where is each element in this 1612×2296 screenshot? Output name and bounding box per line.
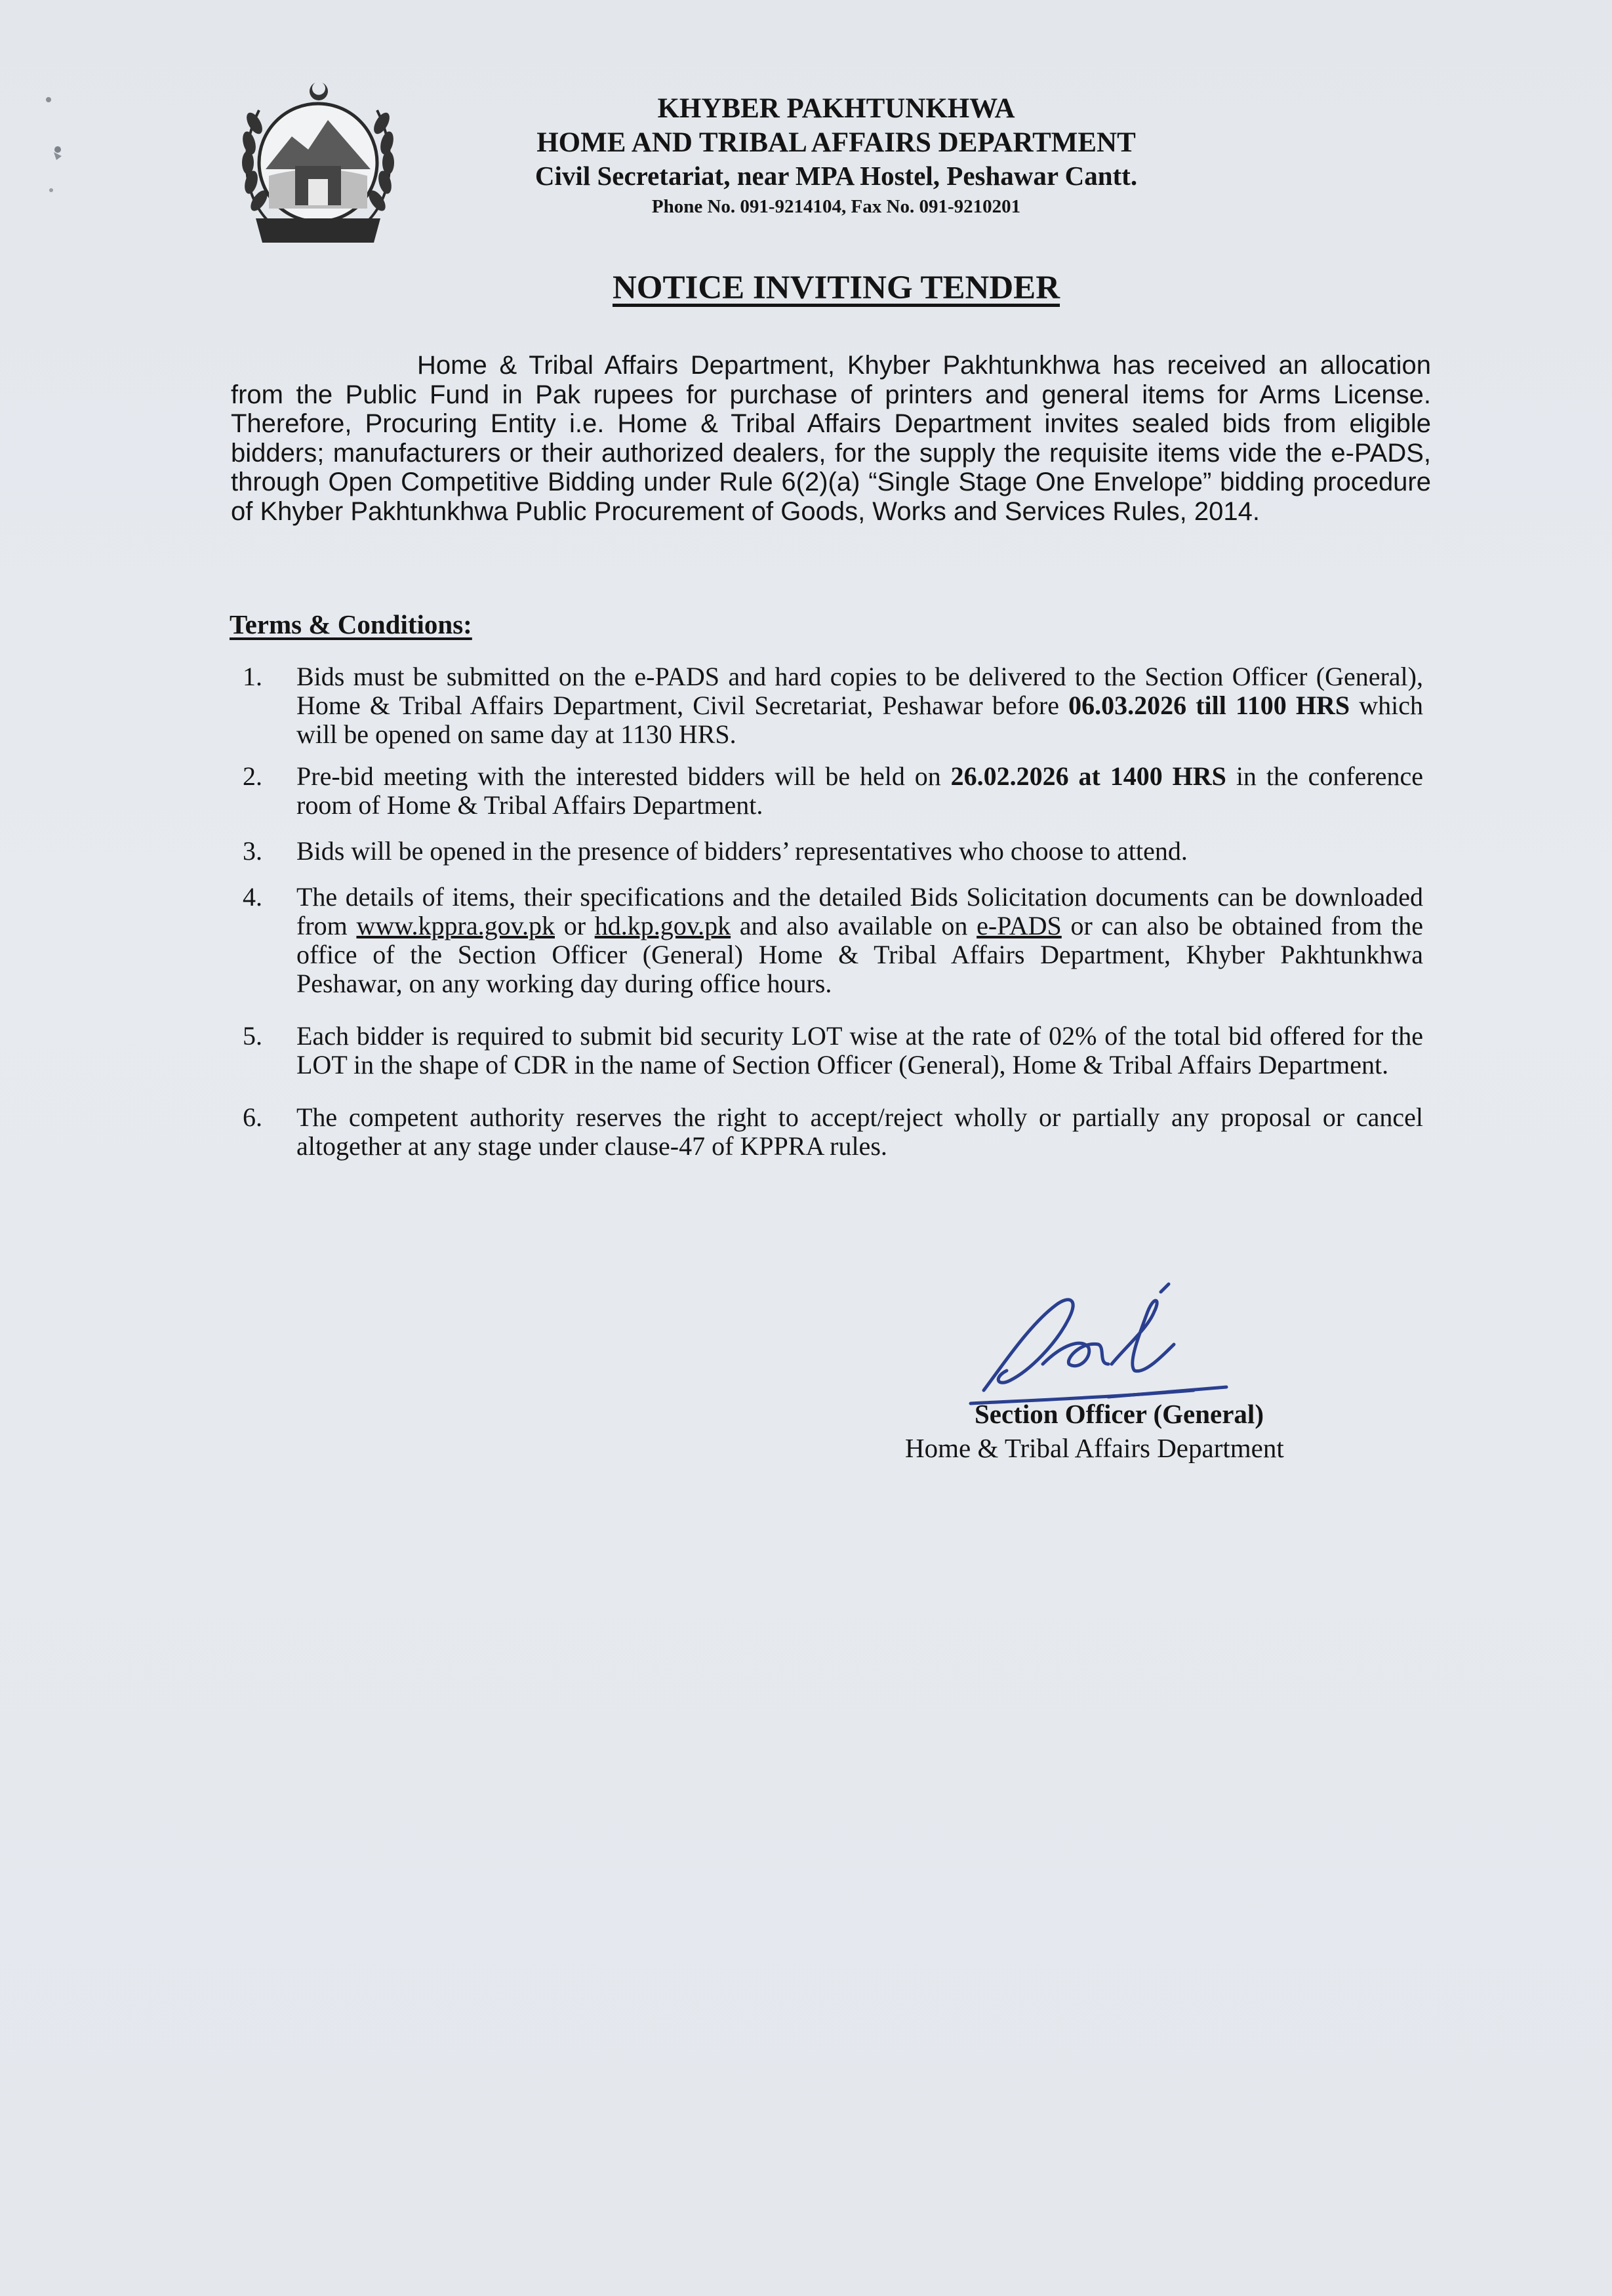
term-item-6 (243, 1103, 1423, 1161)
term-number: 5. (243, 1021, 262, 1051)
term-text: The competent authority reserves the right to accept/reject wholly or partially any proposal or cancel altogether at any stage under clause-47 of KPPRA rules. (296, 1102, 1423, 1161)
term-number: 4. (243, 882, 262, 912)
term-number: 1. (243, 662, 262, 691)
bid-deadline: 06.03.2026 till 1100 HRS (1068, 691, 1350, 720)
letterhead-department: HOME AND TRIBAL AFFAIRS DEPARTMENT (536, 127, 1136, 158)
terms-heading: Terms & Conditions: (230, 609, 472, 639)
letterhead-province: KHYBER PAKHTUNKHWA (657, 93, 1015, 124)
letterhead (453, 92, 1220, 222)
term-text: Bids must be submitted on the e-PADS and hard copies to be delivered to the Section Officer (General), Home & Tribal Affairs Department, Civil Secretariat, Peshawar before (296, 662, 1423, 720)
kppra-website-link[interactable]: www.kppra.gov.pk (356, 911, 555, 940)
hd-kp-website-link[interactable]: hd.kp.gov.pk (594, 911, 731, 940)
letterhead-address: Civil Secretariat, near MPA Hostel, Peshawar Cantt. (534, 161, 1138, 191)
signatory-title: Section Officer (General) (975, 1399, 1264, 1429)
terms-list (243, 662, 1423, 1161)
epads-link[interactable]: e-PADS (977, 911, 1062, 940)
term-text: Pre-bid meeting with the interested bidders will be held on (296, 761, 951, 791)
term-text: The details of items, their specifications and the detailed Bids Solicitation documents can be downloaded from (296, 882, 1423, 940)
term-text: or (555, 911, 595, 940)
term-item-3 (243, 837, 1423, 866)
term-item-1 (243, 662, 1423, 749)
intro-paragraph: Home & Tribal Affairs Department, Khyber Pakhtunkhwa has received an allocation from the Public Fund in Pak rupees for purchase of printers and general items for Arms License. Therefore, Procuring Entity i.e. Home & Tribal Affairs Department invites sealed bids from eligible bidders; manufacturers or their authorized dealers, for the supply the requisite items vide the e-PADS, through Open Competitive Bidding under Rule 6(2)(a) “Single Stage One Envelope” bidding procedure of Khyber Pakhtunkhwa Public Procurement of Goods, Works and Services Rules, 2014. (231, 351, 1431, 526)
term-number: 2. (243, 761, 262, 791)
term-text: which will be opened on same day at 1130 HRS. (296, 691, 1424, 749)
notice-title: NOTICE INVITING TENDER (612, 270, 1060, 306)
term-text: in the conference room of Home & Tribal Affairs Department. (296, 761, 1424, 820)
letterhead-contact: Phone No. 091-9214104, Fax No. 091-9210201 (651, 196, 1021, 218)
term-item-2 (243, 762, 1423, 820)
term-number: 6. (243, 1102, 262, 1132)
term-text: Bids will be opened in the presence of bidders’ representatives who choose to attend. (296, 836, 1188, 866)
signatory-department: Home & Tribal Affairs Department (905, 1433, 1284, 1463)
term-item-4 (243, 883, 1423, 998)
term-text: and also available on (731, 911, 977, 940)
term-text: or can also be obtained from the office of the Section Officer (General) Home & Tribal Affairs Department, Khyber Pakhtunkhwa Peshawar, on any working day during office hours. (296, 911, 1423, 998)
signatory-block (905, 1397, 1456, 1465)
handwritten-signature (957, 1266, 1246, 1417)
term-item-5 (243, 1022, 1423, 1079)
term-text: Each bidder is required to submit bid security LOT wise at the rate of 02% of the total bid offered for the LOT in the shape of CDR in the name of Section Officer (General), Home & Tribal Affairs Department. (296, 1021, 1423, 1079)
kp-government-emblem (230, 71, 407, 254)
scan-speck-marks (39, 92, 79, 203)
pre-bid-meeting-date: 26.02.2026 at 1400 HRS (950, 761, 1226, 791)
term-number: 3. (243, 836, 262, 866)
